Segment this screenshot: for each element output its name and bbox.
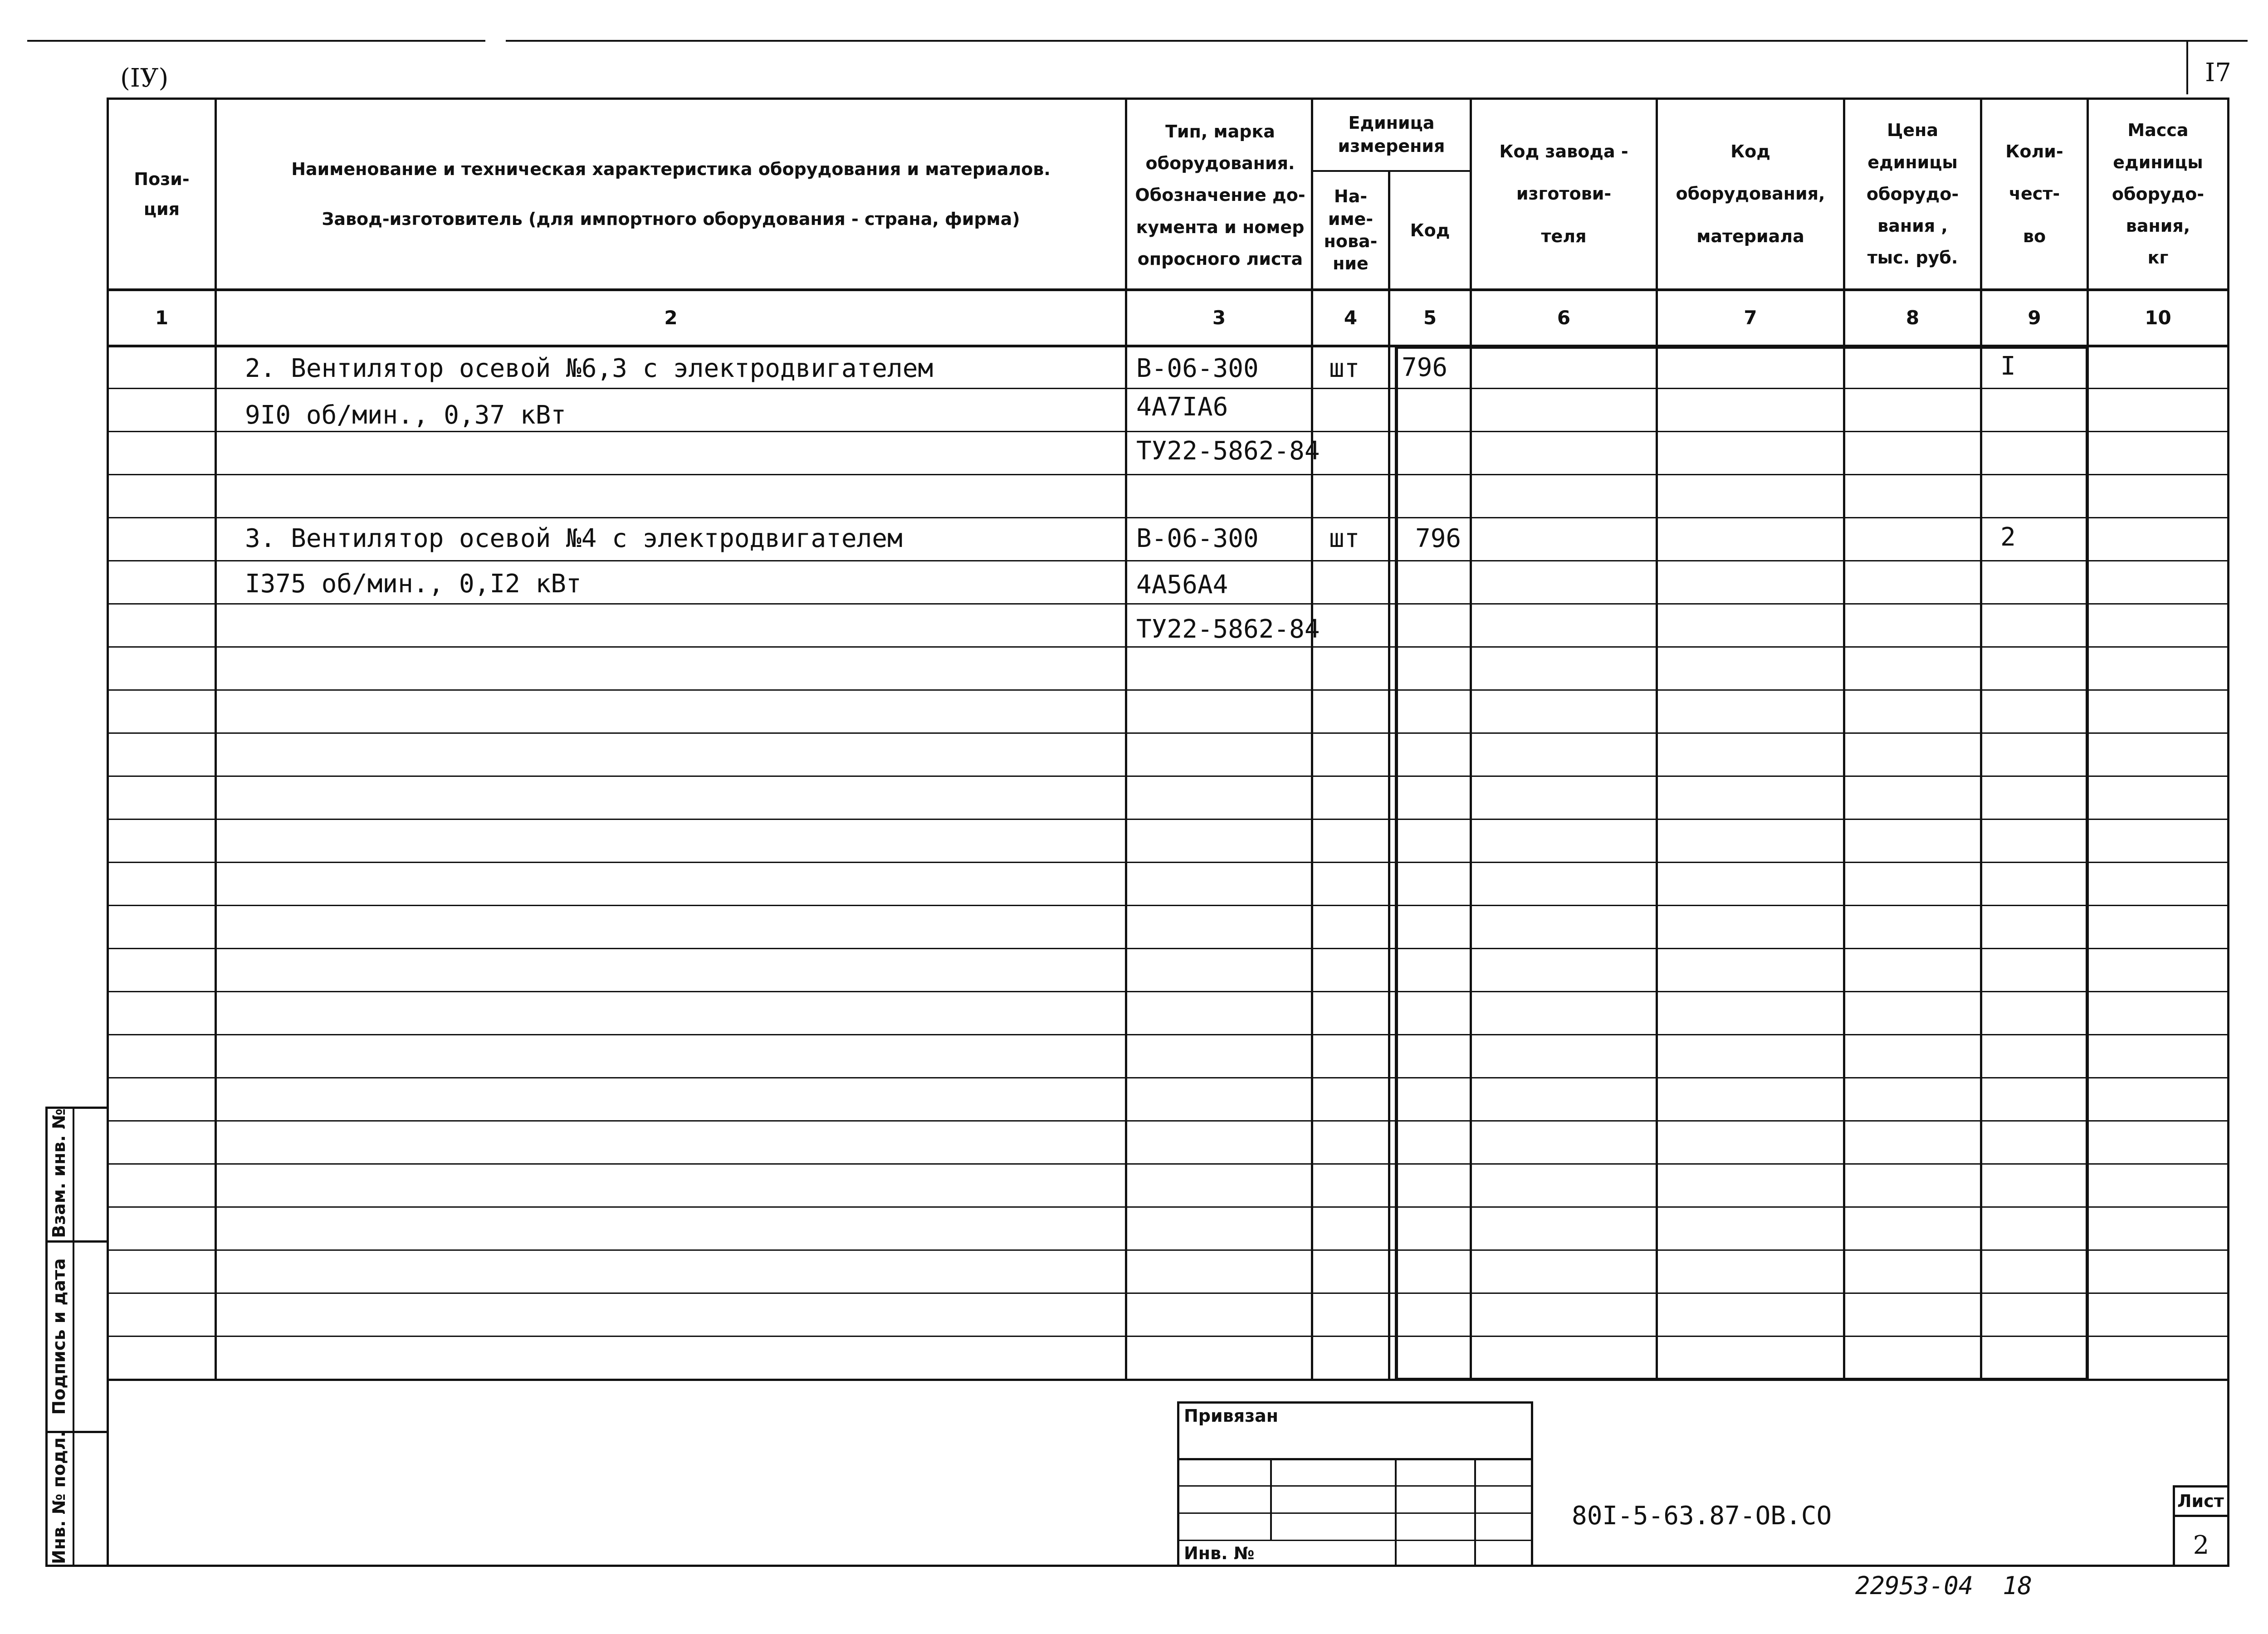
header-name xyxy=(217,100,1125,288)
column-number: 4 xyxy=(1344,306,1358,329)
header-line: вания , xyxy=(1877,216,1948,236)
bound-stamp-rule xyxy=(1177,1512,1533,1514)
bound-label: Привязан xyxy=(1184,1406,1279,1426)
row-rule xyxy=(109,1163,2227,1165)
row-rule xyxy=(109,1293,2227,1294)
side-label-signature-date: Подпись и дата xyxy=(49,1258,69,1415)
header-line: Единица xyxy=(1348,112,1435,133)
row-rule xyxy=(109,905,2227,906)
header-line: материала xyxy=(1696,226,1804,246)
row-3-type: ТУ22-5862-84 xyxy=(1136,436,1320,466)
header-line: На- xyxy=(1334,186,1368,207)
side-strip-divider xyxy=(73,1107,74,1567)
sheet-box-top xyxy=(2173,1485,2229,1488)
column-number: 8 xyxy=(1906,306,1920,329)
header-line: единицы xyxy=(2113,152,2203,172)
header-line: теля xyxy=(1541,226,1587,246)
top-rule-right xyxy=(506,40,2248,42)
row-rule xyxy=(109,1206,2227,1208)
header-line: чест- xyxy=(2009,184,2060,204)
header-line: ние xyxy=(1333,254,1369,274)
bound-stamp-sep xyxy=(1395,1458,1397,1567)
row-rule xyxy=(109,1120,2227,1122)
row-5-name: 3. Вентилятор осевой №4 с электродвигателем xyxy=(245,524,903,553)
header-quantity xyxy=(1982,100,2087,288)
header-line: Наименование и техническая характеристика оборудования и материалов. xyxy=(291,159,1051,179)
header-type xyxy=(1129,102,1311,288)
header-line: Масса xyxy=(2127,120,2189,141)
row-rule xyxy=(109,732,2227,734)
header-line: Тип, марка xyxy=(1165,121,1275,141)
section-mark: (IУ) xyxy=(120,63,169,93)
corner-box-left xyxy=(2186,40,2188,94)
header-line: во xyxy=(2023,226,2046,246)
header-unit-code xyxy=(1390,172,1470,288)
column-number: 5 xyxy=(1423,306,1437,329)
header-line: оборудования, xyxy=(1676,184,1825,204)
row-rule xyxy=(109,517,2227,518)
row-1-type: В-06-300 xyxy=(1136,354,1259,383)
unit-group-rule xyxy=(1311,170,1470,172)
top-rule-left xyxy=(27,40,485,42)
header-line: Завод-изготовитель (для импортного оборудования - страна, фирма) xyxy=(322,209,1020,229)
row-rule xyxy=(109,603,2227,605)
bound-stamp-rule xyxy=(1177,1485,1533,1487)
header-line: Коли- xyxy=(2005,141,2063,162)
column-number: 6 xyxy=(1557,306,1571,329)
header-line: Код xyxy=(1730,141,1770,162)
row-2-name: 9I0 об/мин., 0,37 кВт xyxy=(245,400,567,430)
row-2-type: 4А7IА6 xyxy=(1136,392,1228,422)
row-rule xyxy=(109,431,2227,432)
header-line: тыс. руб. xyxy=(1867,248,1958,268)
bound-stamp-rule xyxy=(1177,1458,1533,1460)
header-unit-name xyxy=(1313,172,1388,288)
row-6-name: I375 об/мин., 0,I2 кВт xyxy=(245,569,582,599)
header-line: опросного листа xyxy=(1137,249,1303,269)
column-number: 2 xyxy=(664,306,678,329)
row-rule xyxy=(109,1077,2227,1078)
column-number: 1 xyxy=(155,306,169,329)
row-rule xyxy=(109,862,2227,863)
row-rule xyxy=(109,948,2227,949)
document-code: 80I-5-63.87-ОВ.СО xyxy=(1572,1501,1832,1531)
row-6-type: 4А56А4 xyxy=(1136,570,1228,600)
row-rule xyxy=(109,1034,2227,1035)
header-line: вания, xyxy=(2126,216,2190,236)
header-line: кг xyxy=(2147,248,2169,268)
row-5-unit: шт xyxy=(1329,524,1360,553)
sheet-box-mid xyxy=(2173,1515,2229,1517)
row-5-code: 796 xyxy=(1415,524,1461,553)
row-rule xyxy=(109,689,2227,691)
header-line: измерения xyxy=(1338,136,1445,156)
header-equipment-code xyxy=(1658,100,1843,288)
side-label-replaced-inv: Взам. инв. № xyxy=(49,1108,69,1238)
row-1-code: 796 xyxy=(1402,353,1448,382)
row-5-qty: 2 xyxy=(2000,522,2016,552)
header-line: ция xyxy=(143,199,180,219)
header-factory-code xyxy=(1472,100,1656,288)
sheet-label: Лист xyxy=(2177,1491,2224,1511)
inv-number-label: Инв. № xyxy=(1184,1543,1255,1563)
header-price xyxy=(1845,100,1980,288)
header-line: кумента и номер xyxy=(1136,217,1305,237)
header-line: Пози- xyxy=(134,169,190,189)
header-line: нова- xyxy=(1324,231,1378,251)
row-5-type: В-06-300 xyxy=(1136,524,1259,553)
bound-stamp xyxy=(1177,1401,1533,1567)
row-7-type: ТУ22-5862-84 xyxy=(1136,615,1320,644)
column-number: 7 xyxy=(1744,306,1757,329)
bound-stamp-rule xyxy=(1177,1540,1533,1541)
header-line: име- xyxy=(1328,209,1374,229)
sheet-number: 2 xyxy=(2193,1531,2209,1560)
row-rule xyxy=(109,646,2227,648)
row-rule xyxy=(109,819,2227,820)
header-line: Цена xyxy=(1887,120,1938,141)
header-line: изготови- xyxy=(1516,184,1612,204)
bound-stamp-sep xyxy=(1270,1458,1272,1540)
header-position xyxy=(109,100,215,288)
archive-note: 22953-04 18 xyxy=(1855,1571,2033,1600)
heavy-inner-box xyxy=(1395,346,2089,1381)
row-rule xyxy=(109,776,2227,777)
bound-stamp-sep xyxy=(1474,1458,1476,1567)
column-number: 9 xyxy=(2028,306,2041,329)
header-unit-group xyxy=(1313,101,1470,169)
header-mass xyxy=(2089,100,2227,288)
header-line: Обозначение до- xyxy=(1135,185,1305,205)
header-line: единицы xyxy=(1867,152,1958,172)
row-rule xyxy=(109,388,2227,389)
side-label-original-inv: Инв. № подл. xyxy=(49,1430,69,1565)
header-line: Код завода - xyxy=(1499,141,1628,162)
sheet-corner-number: I7 xyxy=(2205,58,2231,88)
column-number: 3 xyxy=(1212,306,1226,329)
header-line: Код xyxy=(1410,220,1450,240)
header-line: оборудования. xyxy=(1145,153,1295,174)
row-rule xyxy=(109,991,2227,992)
row-rule xyxy=(109,1336,2227,1337)
title-block xyxy=(107,1379,2229,1567)
row-rule xyxy=(109,474,2227,475)
row-1-unit: шт xyxy=(1329,354,1360,383)
header-line: оборудо- xyxy=(2112,184,2204,204)
header-line: оборудо- xyxy=(1866,184,1959,204)
row-rule xyxy=(109,560,2227,561)
row-rule xyxy=(109,1249,2227,1251)
row-1-qty: I xyxy=(2000,351,2016,381)
column-number: 10 xyxy=(2145,306,2171,329)
row-1-name: 2. Вентилятор осевой №6,3 с электродвигателем xyxy=(245,354,934,383)
